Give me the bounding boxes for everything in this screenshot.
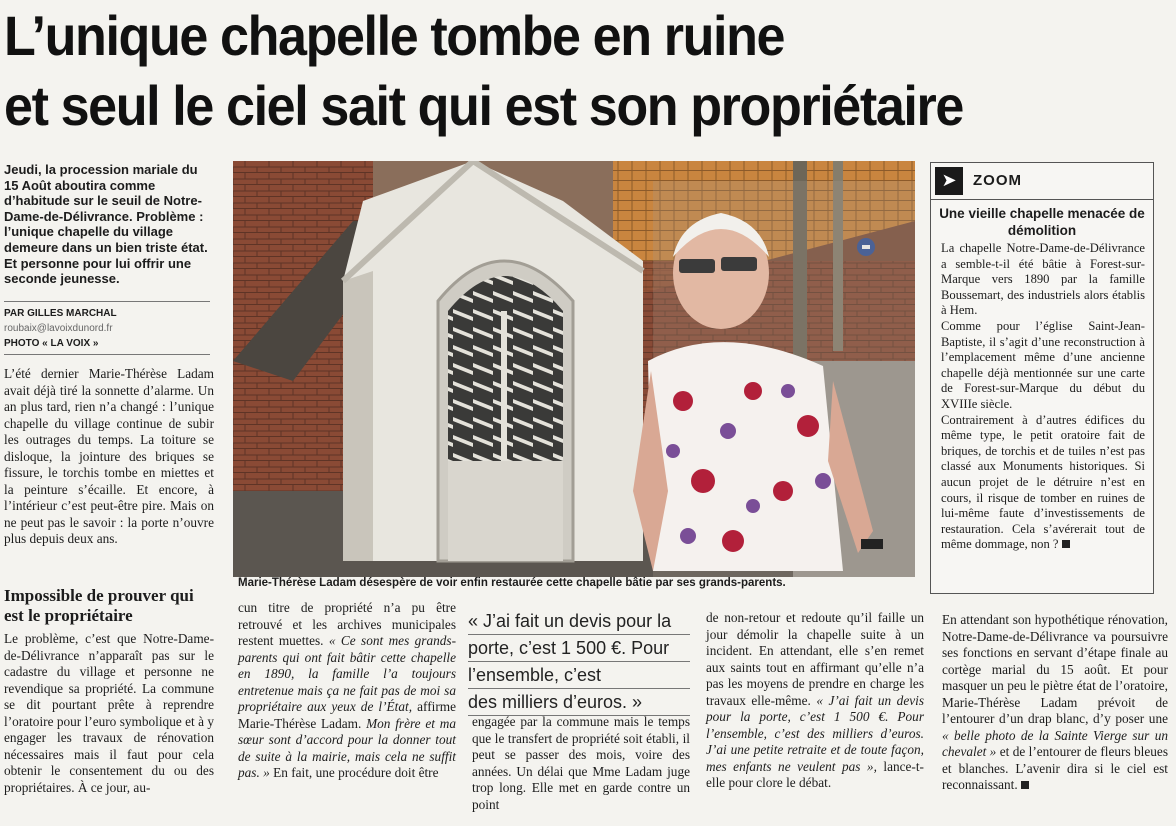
- pull-quote-line: « J’ai fait un devis pour la: [468, 608, 690, 635]
- byline-photo: PHOTO « LA VOIX »: [4, 338, 99, 349]
- article-col-3: [472, 714, 690, 813]
- article-col-4: [706, 610, 924, 792]
- headline-line-2: et seul le ciel sait qui est son propriétaire: [4, 74, 963, 137]
- zoom-header: [931, 163, 1153, 200]
- paragraph: La chapelle Notre-Dame-de-Délivrance a semble-t-il été bâtie à Forest-sur-Marque vers 1890 par la famille Boussemart, des industriels alors établis à Hem.: [941, 241, 1145, 318]
- byline-email[interactable]: roubaix@lavoixdunord.fr: [4, 323, 113, 334]
- pull-quote-line: porte, c’est 1 500 €. Pour: [468, 635, 690, 662]
- article-photo: [233, 161, 915, 577]
- zoom-label: ZOOM: [973, 172, 1022, 189]
- byline-author: PAR GILLES MARCHAL: [4, 308, 117, 319]
- paragraph: En fait, une procédure doit être: [273, 765, 439, 780]
- chapel-photo-illustration: [233, 161, 915, 577]
- arrow-right-icon: ➤: [935, 167, 963, 195]
- quote-text: Mon frère et ma sœur sont d’accord pour la donner tout de suite à la mairie, mais cela ne suffit pas. »: [238, 715, 457, 780]
- divider: [4, 301, 210, 302]
- headline-line-1: L’unique chapelle tombe en ruine: [4, 4, 785, 67]
- chapeau: Jeudi, la procession mariale du 15 Août aboutira comme d’habitude sur le seuil de Notre-Dame-de-Délivrance. Problème : l’unique chapelle du village demeure dans un bien triste état. Et personne pour lui offrir une seconde jeunesse.: [4, 162, 208, 287]
- quote-text: « J’ai fait un devis pour la porte, c’est 1 500 €. Pour l’ensemble, c’est des milliers d’euros. J’ai une petite retraite et de toute façon, mes enfants ne veulent pas »,: [706, 692, 924, 774]
- attribution: affirme Marie-Thérèse Ladam.: [238, 699, 456, 731]
- quote-text: « belle photo de la Sainte Vierge sur un chevalet »: [942, 727, 1168, 759]
- article-col-5: [942, 612, 1168, 794]
- paragraph: cun titre de propriété n’a pu être retrouvé et les archives municipales restent muettes.: [238, 600, 456, 648]
- subheading: Impossible de prouver qui est le propriétaire: [4, 586, 194, 625]
- paragraph: Comme pour l’église Saint-Jean-Baptiste, il s’agit d’une reconstruction à l’emplacement même d’une ancienne chapelle déjà mentionnée sur une carte de Forest-sur-Marque du début du XVIIIe siècle.: [941, 318, 1145, 411]
- pull-quote-line: des milliers d’euros. »: [468, 689, 690, 716]
- article-col-2: [238, 600, 456, 782]
- paragraph: En attendant son hypothétique rénovation, Notre-Dame-de-Délivrance va poursuivre ses fonctions en servant d’étape finale au cortège marial du 15 août. Et pour masquer un peu le piètre état de l’oratoire, Marie-Thérèse Ladam prévoit de l’entourer d’un drap blanc, d’y poser une: [942, 612, 1168, 726]
- paragraph: L’été dernier Marie-Thérèse Ladam avait déjà tiré la sonnette d’alarme. Un an plus tard, rien n’a changé : l’unique chapelle du village continue de subir les outrages du temps. La toiture se disloque, la jointure des briques se fissure, le torchis tombe en miettes et la peinture s’écaille. Et encore, à l’intérieur c’est peut-être pire. Mais on ne peut pas le savoir : la porte n’ouvre plus depuis deux ans.: [4, 366, 214, 546]
- article-col-1b: [4, 631, 214, 796]
- article-col-1: [4, 366, 214, 548]
- paragraph: Le problème, c’est que Notre-Dame-de-Délivrance n’apparaît pas sur le cadastre du village et personne ne revendique sa propriété. La commune se dit pourtant prête à reprendre l’oratoire pour l’euro symbolique et à y engager les travaux de rénovation nécessaires mais il faut pour cela obtenir le consentement du ou des propriétaires. À ce jour, au-: [4, 631, 214, 795]
- zoom-body: [941, 241, 1145, 553]
- zoom-title: Une vieille chapelle menacée de démolition: [939, 206, 1145, 238]
- zoom-sidebar: [930, 162, 1154, 594]
- paragraph: et de l’entourer de fleurs bleues et blanches. L’avenir dira si le ciel est reconnaissant.: [942, 744, 1168, 792]
- end-mark-icon: [1021, 781, 1029, 789]
- end-mark-icon: [1062, 540, 1070, 548]
- paragraph: engagée par la commune mais le temps que le transfert de propriété soit établi, il peut se passer des mois, voire des années. Un délai que Mme Ladam juge trop long. Elle met en garde contre un point: [472, 714, 690, 812]
- paragraph: Contrairement à d’autres édifices du même type, le petit oratoire fait de briques, de torchis et de tuiles n’est pas classé aux Monuments historiques. Si aucun projet de le détruire n’est en cours, il risque de tomber en ruines de lui-même faute d’investissements de restauration. Cela s’avérerait tout de même dommage, non ?: [941, 412, 1145, 552]
- paragraph: lance-t-elle pour clore le débat.: [706, 758, 924, 790]
- quote-text: « Ce sont mes grands-parents qui ont fait bâtir cette chapelle en 1890, la famille l’a toujours entretenue mais ça ne fait pas de moi sa propriétaire aux yeux de l’État,: [238, 633, 456, 714]
- pull-quote: [468, 608, 690, 716]
- pull-quote-line: l’ensemble, c’est: [468, 662, 690, 689]
- divider: [4, 354, 210, 355]
- paragraph: de non-retour et redoute qu’il faille un jour démolir la chapelle suite à un incident. En attendant, elle s’en remet aux saints tout en affirmant qu’elle n’a pas les moyens de prendre en charge les travaux elle-même.: [706, 610, 924, 708]
- photo-caption: Marie-Thérèse Ladam désespère de voir enfin restaurée cette chapelle bâtie par ses grands-parents.: [238, 577, 786, 589]
